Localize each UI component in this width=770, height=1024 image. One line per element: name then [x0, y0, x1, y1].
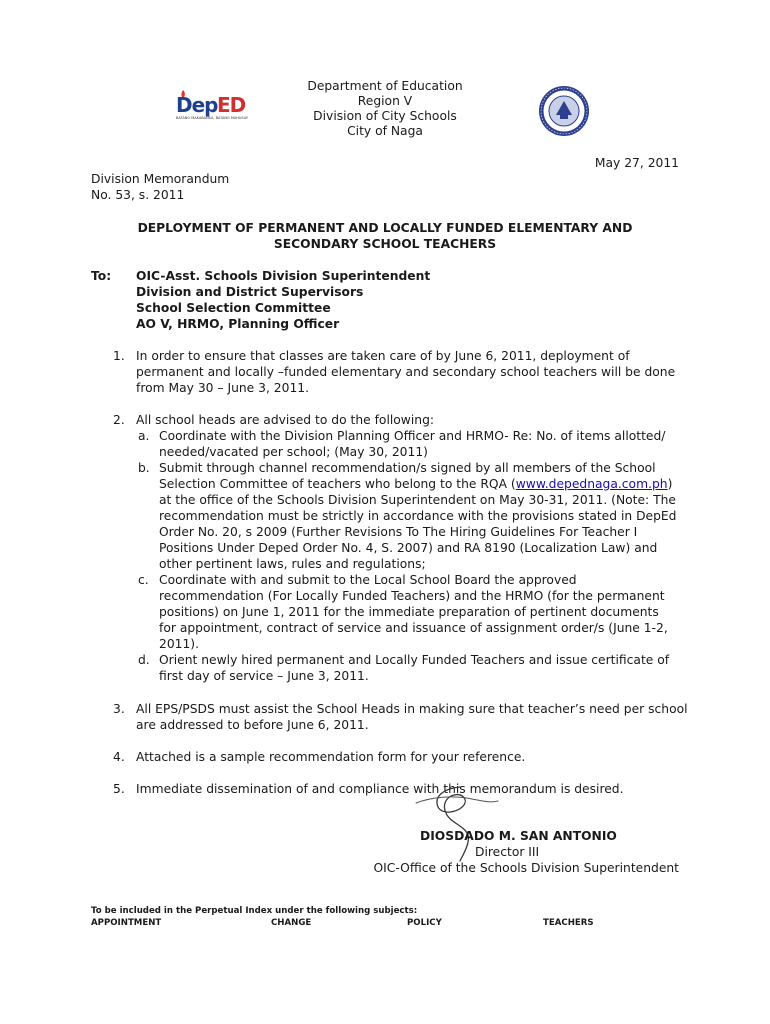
index-subject: POLICY — [407, 918, 442, 928]
perpetual-index-note: To be included in the Perpetual Index under the following subjects: — [91, 906, 418, 916]
memo-date: May 27, 2011 — [594, 156, 679, 170]
recipient: AO V, HRMO, Planning Officer — [136, 317, 340, 331]
item-3-line: are addressed to before June 6, 2011. — [136, 718, 369, 732]
memo-title-line-1: DEPLOYMENT OF PERMANENT AND LOCALLY FUNDED ELEMENTARY AND — [137, 221, 633, 235]
item-4-line: Attached is a sample recommendation form for your reference. — [136, 750, 526, 764]
signatory-office: OIC-Office of the Schools Division Superintendent — [373, 861, 679, 875]
signatory-name: DIOSDADO M. SAN ANTONIO — [420, 829, 617, 843]
header-division: Division of City Schools — [313, 109, 457, 123]
item-2b-line: recommendation must be strictly in accordance with the provisions stated in DepEd — [159, 509, 677, 523]
item-2a-letter: a. — [138, 429, 150, 443]
item-1-number: 1. — [113, 349, 125, 363]
header-department: Department of Education — [307, 79, 463, 93]
division-seal — [538, 85, 590, 137]
item-2c-line: Coordinate with and submit to the Local School Board the approved — [159, 573, 577, 587]
item-3-number: 3. — [113, 702, 125, 716]
item-2a-line: needed/vacated per school; (May 30, 2011) — [159, 445, 428, 459]
header-city: City of Naga — [347, 124, 423, 138]
signatory-position: Director III — [475, 845, 540, 859]
item-2d-line: first day of service – June 3, 2011. — [159, 669, 369, 683]
recipient: School Selection Committee — [136, 301, 331, 315]
to-label: To: — [91, 269, 112, 283]
item-3-line: All EPS/PSDS must assist the School Heads in making sure that teacher’s need per school — [136, 702, 688, 716]
item-2d-letter: d. — [138, 653, 150, 667]
item-1-line: In order to ensure that classes are taken care of by June 6, 2011, deployment of — [136, 349, 630, 363]
item-1-line: permanent and locally –funded elementary and secondary school teachers will be done — [136, 365, 676, 379]
svg-text:Dep: Dep — [176, 93, 218, 117]
memo-number: No. 53, s. 2011 — [91, 188, 185, 202]
item-2a-line: Coordinate with the Division Planning Officer and HRMO- Re: No. of items allotted/ — [159, 429, 666, 443]
item-2d-line: Orient newly hired permanent and Locally Funded Teachers and issue certificate of — [159, 653, 670, 667]
item-2c-letter: c. — [138, 573, 149, 587]
index-subject: CHANGE — [271, 918, 312, 928]
item-5-number: 5. — [113, 782, 125, 796]
item-2b-line-text: ) — [667, 477, 673, 491]
item-2b-line: other pertinent laws, rules and regulations; — [159, 557, 426, 571]
header-region: Region V — [357, 94, 413, 108]
index-subject: TEACHERS — [543, 918, 594, 928]
item-2b-line: at the office of the Schools Division Superintendent on May 30-31, 2011. (Note: The — [159, 493, 676, 507]
item-2c-line: 2011). — [159, 637, 200, 651]
item-2b-line: Positions Under Deped Order No. 4, S. 2007) and RA 8190 (Localization Law) and — [159, 541, 658, 555]
item-2b-line-text: Selection Committee of teachers who belong to the RQA ( — [159, 477, 516, 491]
item-2c-line: recommendation (For Locally Funded Teachers) and the HRMO (for the permanent — [159, 589, 665, 603]
svg-text:ED: ED — [217, 93, 246, 117]
index-subject: APPOINTMENT — [91, 918, 162, 928]
item-5-line: Immediate dissemination of and compliance with this memorandum is desired. — [136, 782, 624, 796]
item-2b-line: Order No. 20, s 2009 (Further Revisions To The Hiring Guidelines For Teacher I — [159, 525, 638, 539]
item-1-line: from May 30 – June 3, 2011. — [136, 381, 310, 395]
recipient: OIC-Asst. Schools Division Superintendent — [136, 269, 431, 283]
item-4-number: 4. — [113, 750, 125, 764]
recipient: Division and District Supervisors — [136, 285, 364, 299]
item-2-number: 2. — [113, 413, 125, 427]
item-2c-line: positions) on June 1, 2011 for the immediate preparation of pertinent documents — [159, 605, 659, 619]
item-2-intro: All school heads are advised to do the following: — [136, 413, 435, 427]
item-2b-letter: b. — [138, 461, 150, 475]
memo-type: Division Memorandum — [91, 172, 230, 186]
item-2b-line-with-link — [159, 476, 672, 492]
memo-title-line-2: SECONDARY SCHOOL TEACHERS — [273, 237, 497, 251]
deped-logo — [174, 88, 256, 122]
item-2b-line: Submit through channel recommendation/s signed by all members of the School — [159, 461, 656, 475]
svg-text:BATANG MAKABANSA, BATANG MAHUS: BATANG MAKABANSA, BATANG MAHUSAY — [176, 116, 248, 120]
item-2c-line: for appointment, contract of service and issuance of assignment order/s (June 1-2, — [159, 621, 668, 635]
depednaga-website-link[interactable]: www.depednaga.com.ph — [515, 477, 668, 491]
